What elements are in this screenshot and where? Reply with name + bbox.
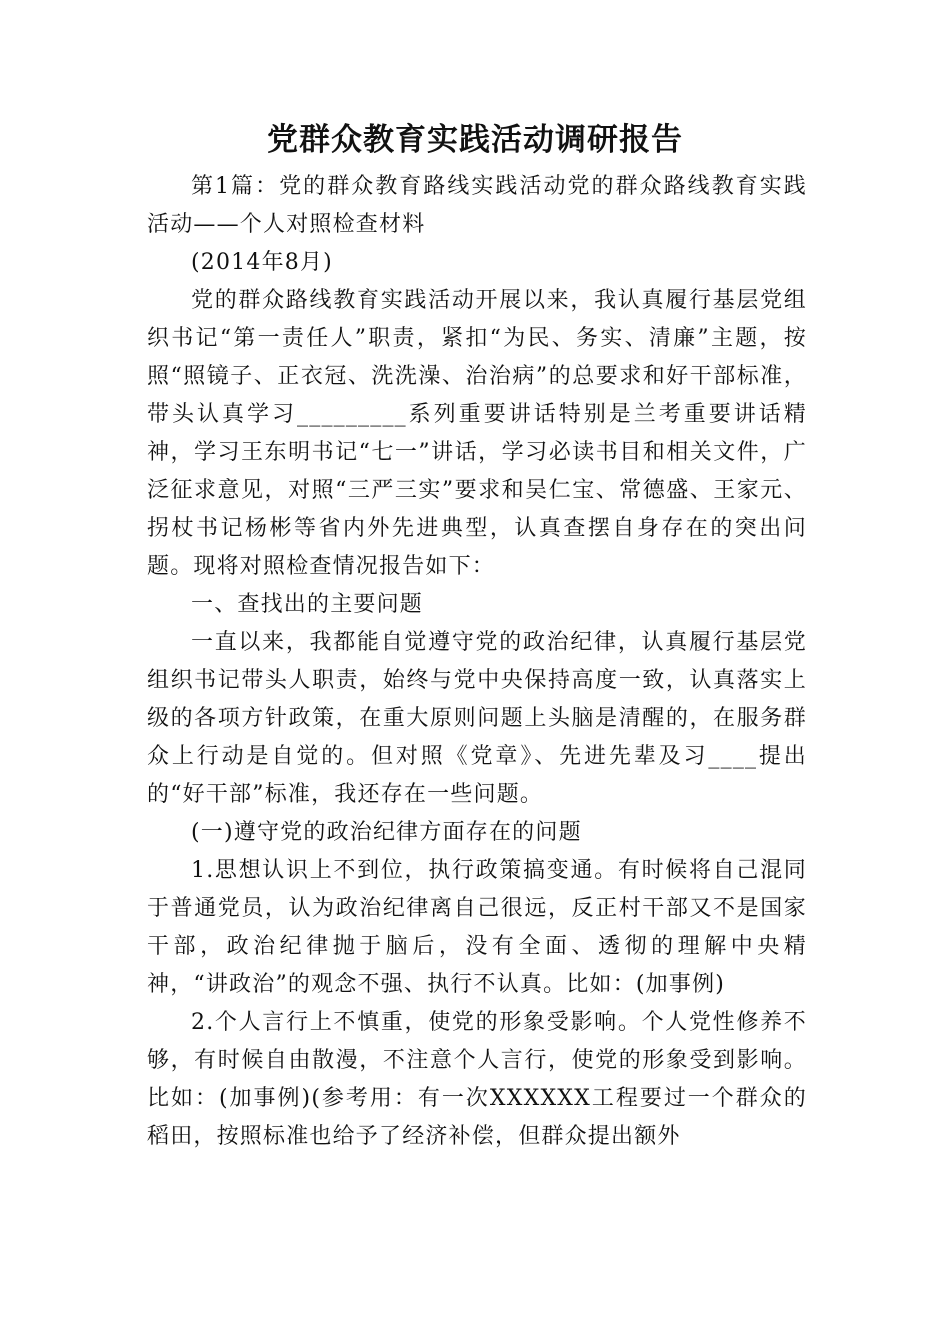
paragraph-item-1: 1.思想认识上不到位，执行政策搞变通。有时候将自己混同于普通党员，认为政治纪律离自己很远，反正村干部又不是国家干部，政治纪律抛于脑后，没有全面、透彻的理解中央精神，“讲政治”的观念不强、执行不认真。比如：(加事例) [147, 858, 807, 997]
paragraph-intro: 党的群众路线教育实践活动开展以来，我认真履行基层党组织书记“第一责任人”职责，紧扣“为民、务实、清廉”主题，按照“照镜子、正衣冠、洗洗澡、治治病”的总要求和好干部标准，带头认真学习_________系列重要讲话特别是兰考重要讲话精神，学习王东明书记“七一”讲话，学习必读书目和相关文件，广泛征求意见，对照“三严三实”要求和吴仁宝、常德盛、王家元、拐杖书记杨彬等省内外先进典型，认真查摆自身存在的突出问题。现将对照检查情况报告如下： [147, 288, 807, 579]
paragraph-heading-part1: 第1篇：党的群众教育路线实践活动党的群众路线教育实践活动——个人对照检查材料 [147, 174, 807, 237]
paragraph-date: (2014年8月) [191, 250, 333, 275]
subsection-heading-political-discipline: (一)遵守党的政治纪律方面存在的问题 [191, 820, 582, 845]
document-body [147, 168, 807, 1156]
paragraph-overview: 一直以来，我都能自觉遵守党的政治纪律，认真履行基层党组织书记带头人职责，始终与党中央保持高度一致，认真落实上级的各项方针政策，在重大原则问题上头脑是清醒的，在服务群众上行动是自觉的。但对照《党章》、先进先辈及习____提出的“好干部”标准，我还存在一些问题。 [147, 630, 807, 807]
document-title: 党群众教育实践活动调研报告 [267, 122, 683, 158]
paragraph-item-2: 2.个人言行上不慎重，使党的形象受影响。个人党性修养不够，有时候自由散漫，不注意个人言行，使党的形象受到影响。比如：(加事例)(参考用：有一次XXXXXX工程要过一个群众的稻田，按照标准也给予了经济补偿，但群众提出额外 [147, 1010, 807, 1149]
section-heading-main-problems: 一、查找出的主要问题 [191, 592, 424, 617]
